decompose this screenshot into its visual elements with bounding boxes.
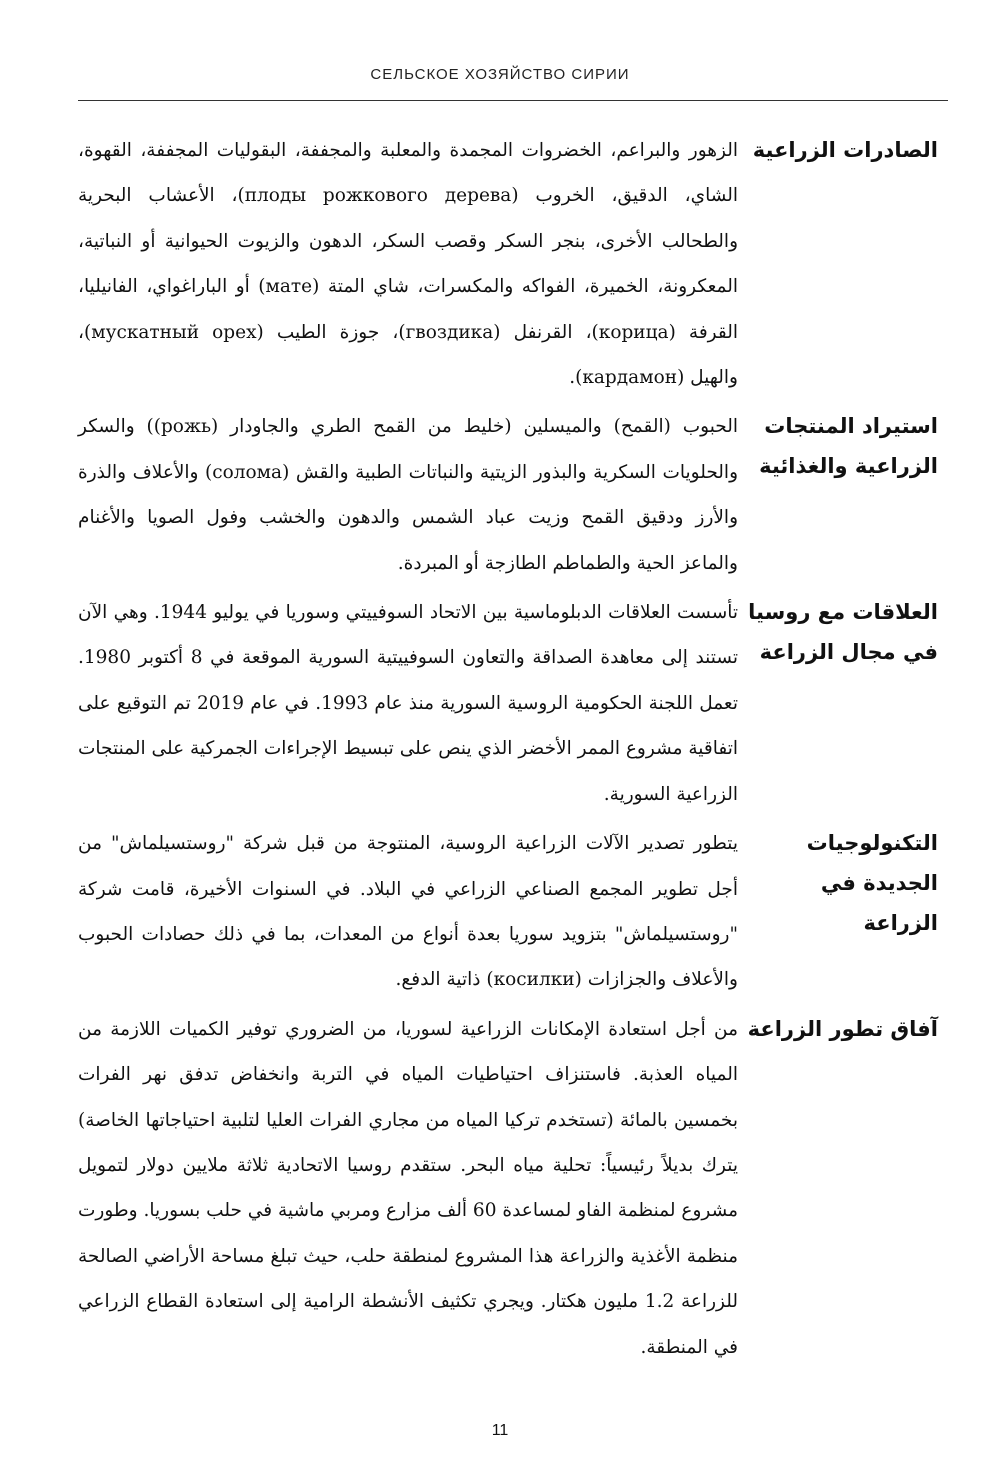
section-paragraph: الزهور والبراعم، الخضروات المجمدة والمعلبة والمجففة، البقوليات المجففة، القهوة، الشاي، الدقيق، الخروب (плоды рожкового дерева)، الأعشاب البحرية والطحالب الأخرى، بنجر السكر وقصب السكر، الدهون والزيوت الحيوانية أو النباتية، المعكرونة، الخميرة، الفواكه والمكسرات، شاي المتة (мате) أو الباراغواي، الفانيليا، القرفة (корица)، القرنفل (гвоздика)، جوزة الطيب (мускатный орех)، والهيل (кардамон). [78,140,739,389]
section-heading: العلاقات مع روسيا في مجال الزراعة [748,600,938,665]
section-row-imports [78,404,938,586]
section-heading: الصادرات الزراعية [752,138,938,162]
section-paragraph: من أجل استعادة الإمكانات الزراعية لسوريا، من الضروري توفير الكميات اللازمة من المياه العذبة. فاستنزاف احتياطيات المياه في التربة وانخفاض تدفق نهر الفرات بخمسين بالمائة (تستخدم تركيا المياه من مجاري الفرات العليا لتلبية احتياجاتها الخاصة) يترك بديلاً رئيسياً: تحلية مياه البحر. ستقدم روسيا الاتحادية ثلاثة ملايين دولار لتمويل مشروع لمنظمة الفاو لمساعدة 60 ألف مزارع ومربي ماشية في حلب بسوريا. وطورت منظمة الأغذية والزراعة هذا المشروع لمنطقة حلب، حيث تبلغ مساحة الأراضي الصالحة للزراعة 1.2 مليون هكتار. ويجري تكثيف الأنشطة الرامية إلى استعادة القطاع الزراعي في المنطقة. [78,1018,738,1358]
section-row-technologies [78,821,938,1003]
section-row-exports [78,128,938,400]
section-heading: التكنولوجيات الجديدة في الزراعة [806,831,938,936]
header-divider [78,100,948,101]
section-paragraph: الحبوب (القمح) والميسلين (خليط من القمح الطري والجاودار (рожь)) والسكر والحلويات السكرية والبذور الزيتية والنباتات الطبية والقش (солома) والأعلاف والذرة والأرز ودقيق القمح وزيت عباد الشمس والدهون والخشب وفول الصويا والأغنام والماعز الحية والطماطم الطازجة أو المبردة. [78,416,738,574]
glossary-table [78,128,938,1374]
section-paragraph: يتطور تصدير الآلات الزراعية الروسية، المنتوجة من قبل شركة "روستسيلماش" من أجل تطوير المجمع الصناعي الزراعي في البلاد. في السنوات الأخيرة، قامت شركة "روستسيلماش" بتزويد سوريا بعدة أنواع من المعدات، بما في ذلك حصادات الحبوب والأعلاف والجزازات (косилки) ذاتية الدفع. [78,833,738,991]
running-header: СЕЛЬСКОЕ ХОЗЯЙСТВО СИРИИ [370,66,630,83]
section-heading: استيراد المنتجات الزراعية والغذائية [759,414,938,479]
section-heading: آفاق تطور الزراعة [747,1016,938,1041]
section-row-relations [78,590,938,817]
section-paragraph: تأسست العلاقات الدبلوماسية بين الاتحاد السوفييتي وسوريا في يوليو 1944. وهي الآن تستند إلى معاهدة الصداقة والتعاون السوفييتية السورية الموقعة في 8 أكتوبر 1980. تعمل اللجنة الحكومية الروسية السورية منذ عام 1993. في عام 2019 تم التوقيع على اتفاقية مشروع الممر الأخضر الذي ينص على تبسيط الإجراءات الجمركية على المنتجات الزراعية السورية. [78,602,739,805]
section-row-prospects [78,1007,938,1370]
page-number: 11 [491,1422,509,1439]
